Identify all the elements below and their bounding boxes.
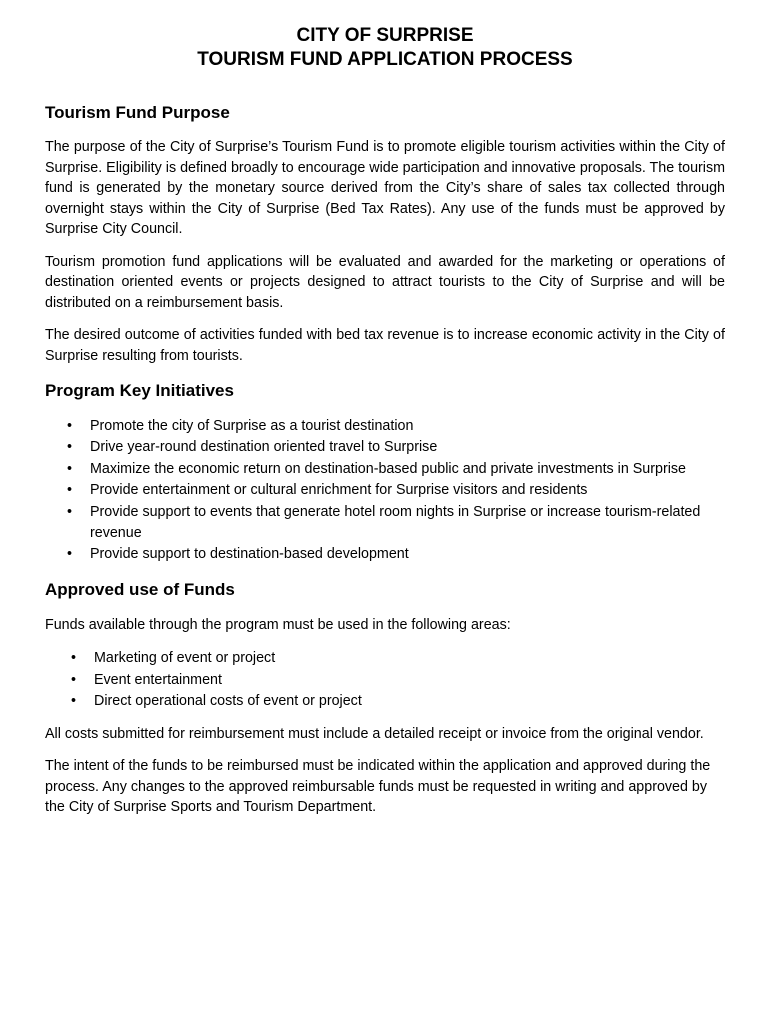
funds-paragraph: All costs submitted for reimbursement must include a detailed receipt or invoice from the original vendor.: [45, 725, 704, 742]
list-item-text: Provide support to destination-based development: [90, 546, 409, 563]
list-item: [45, 416, 725, 437]
list-item: [45, 437, 725, 458]
list-item: [45, 480, 725, 501]
initiatives-section: [45, 380, 725, 566]
bullet-icon: •: [67, 460, 73, 477]
list-item: [45, 502, 725, 545]
bullet-icon: •: [71, 671, 77, 688]
list-item: [45, 459, 725, 480]
title-line-process: TOURISM FUND APPLICATION PROCESS: [197, 49, 573, 70]
list-item: [45, 691, 725, 712]
purpose-paragraph: The purpose of the City of Surprise’s Tourism Fund is to promote eligible tourism activities within the City of Surprise. Eligibility is defined broadly to encourage wide participation and innovative proposals. The tourism fund is generated by the monetary source derived from the City’s share of sales tax collected through overnight stays within the City of Surprise (Bed Tax Rates). Any use of the funds must be approved by Surprise City Council.: [45, 139, 726, 237]
title-line-city: CITY OF SURPRISE: [296, 25, 474, 46]
purpose-section: [45, 102, 725, 366]
list-item: [45, 670, 725, 691]
list-item-text: Marketing of event or project: [94, 650, 276, 667]
bullet-icon: •: [67, 546, 73, 563]
funds-section: [45, 579, 725, 818]
list-item-text: Drive year-round destination oriented travel to Surprise: [90, 439, 438, 456]
list-item-text: Promote the city of Surprise as a tourist destination: [90, 418, 414, 434]
bullet-icon: •: [67, 482, 73, 499]
bullet-icon: •: [71, 650, 77, 667]
funds-intro: Funds available through the program must be used in the following areas:: [45, 616, 511, 633]
list-item-text: Provide entertainment or cultural enrichment for Surprise visitors and residents: [90, 482, 588, 499]
list-item-text: Event entertainment: [94, 671, 222, 688]
bullet-icon: •: [67, 503, 73, 520]
list-item: [45, 544, 725, 565]
funds-list: [45, 648, 725, 712]
bullet-icon: •: [71, 693, 77, 710]
purpose-paragraph: The desired outcome of activities funded with bed tax revenue is to increase economic activity in the City of Surprise resulting from tourists.: [45, 327, 725, 364]
funds-heading: Approved use of Funds: [45, 579, 235, 599]
bullet-icon: •: [67, 439, 73, 456]
bullet-icon: •: [67, 418, 73, 434]
document-title: [45, 24, 725, 72]
list-item-text: Maximize the economic return on destination-based public and private investments in Surprise: [90, 460, 687, 477]
initiatives-heading: Program Key Initiatives: [45, 381, 234, 400]
initiatives-list: [45, 416, 725, 566]
purpose-heading: Tourism Fund Purpose: [45, 103, 230, 122]
list-item-text: Direct operational costs of event or project: [94, 693, 362, 710]
funds-paragraph: The intent of the funds to be reimbursed must be indicated within the application and approved during the process. Any changes to the approved reimbursable funds must be requested in writing and approved by the City of Surprise Sports and Tourism Department.: [45, 758, 711, 816]
purpose-paragraph: Tourism promotion fund applications will be evaluated and awarded for the marketing or operations of destination oriented events or projects designed to attract tourists to the City of Surprise and will be distributed on a reimbursement basis.: [45, 253, 725, 311]
list-item: [45, 648, 725, 669]
list-item-text: Provide support to events that generate hotel room nights in Surprise or increase tourism-related revenue: [90, 503, 701, 542]
